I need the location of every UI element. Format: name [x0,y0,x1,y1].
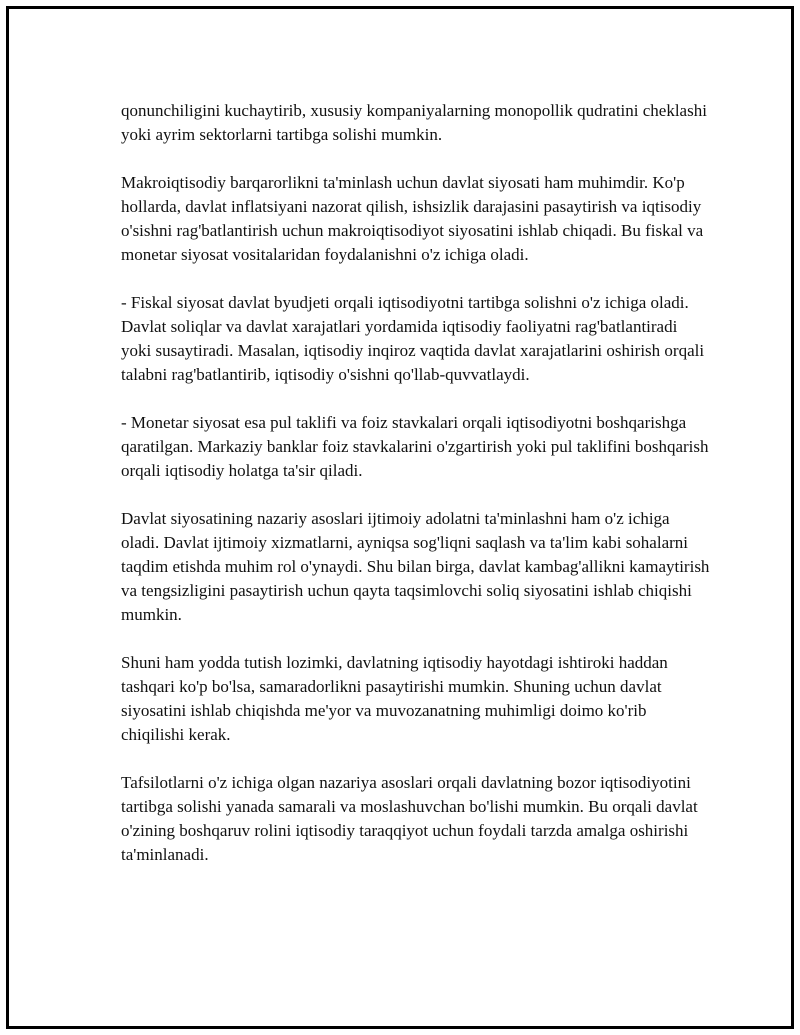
paragraph-3: - Fiskal siyosat davlat byudjeti orqali iqtisodiyotni tartibga solishni o'z ichiga oladi. Davlat soliqlar va davlat xarajatlari yordamida iqtisodiy faoliyatni rag'batlantiradi yoki susaytiradi. Masalan, iqtisodiy inqiroz vaqtida davlat xarajatlarini oshirish orqali talabni rag'batlantirib, iqtisodiy o'sishni qo'llab-quvvatlaydi. [121,293,705,384]
document-body [121,99,711,891]
paragraph-4: - Monetar siyosat esa pul taklifi va foiz stavkalari orqali iqtisodiyotni boshqarishga qaratilgan. Markaziy banklar foiz stavkalarini o'zgartirish yoki pul taklifini boshqarish orqali iqtisodiy holatga ta'sir qiladi. [121,413,709,480]
paragraph-2: Makroiqtisodiy barqarorlikni ta'minlash uchun davlat siyosati ham muhimdir. Ko'p hollarda, davlat inflatsiyani nazorat qilish, ishsizlik darajasini pasaytirish va iqtisodiy o'sishni rag'batlantirish uchun makroiqtisodiyot siyosatini ishlab chiqadi. Bu fiskal va monetar siyosat vositalaridan foydalanishni o'z ichiga oladi. [121,173,704,264]
paragraph-6: Shuni ham yodda tutish lozimki, davlatning iqtisodiy hayotdagi ishtiroki haddan tashqari ko'p bo'lsa, samaradorlikni pasaytirishi mumkin. Shuning uchun davlat siyosatini ishlab chiqishda me'yor va muvozanatning muhimligi doimo ko'rib chiqilishi kerak. [121,653,668,744]
paragraph-5: Davlat siyosatining nazariy asoslari ijtimoiy adolatni ta'minlashni ham o'z ichiga oladi. Davlat ijtimoiy xizmatlarni, ayniqsa sog'liqni saqlash va ta'lim kabi sohalarni taqdim etishda muhim rol o'ynaydi. Shu bilan birga, davlat kambag'allikni kamaytirish va tengsizligini pasaytirish uchun qayta taqsimlovchi soliq siyosatini ishlab chiqishi mumkin. [121,509,710,624]
paragraph-1: qonunchiligini kuchaytirib, xususiy kompaniyalarning monopollik qudratini cheklashi yoki ayrim sektorlarni tartibga solishi mumkin. [121,101,707,144]
paragraph-7: Tafsilotlarni o'z ichiga olgan nazariya asoslari orqali davlatning bozor iqtisodiyotini tartibga solishi yanada samarali va moslashuvchan bo'lishi mumkin. Bu orqali davlat o'zining boshqaruv rolini iqtisodiy taraqqiyot uchun foydali tarzda amalga oshirishi ta'minlanadi. [121,773,698,864]
page-frame [6,6,794,1029]
